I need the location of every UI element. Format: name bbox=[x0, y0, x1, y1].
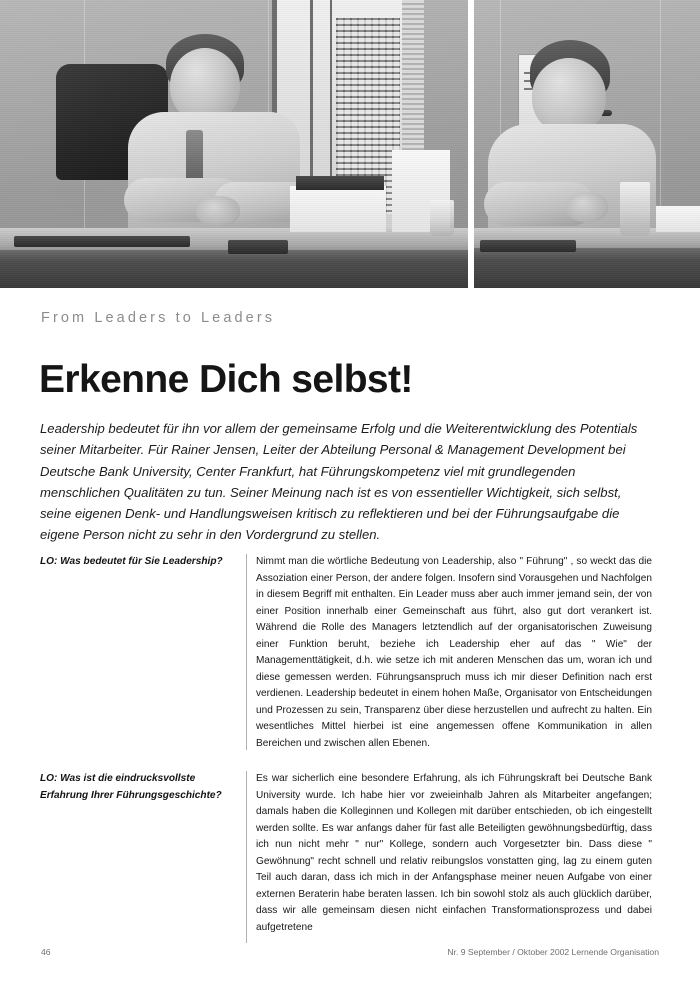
interview-question: LO: Was ist die eindrucksvollste Erfahrung Ihrer Führungsgeschichte? bbox=[40, 773, 222, 801]
column-divider bbox=[246, 771, 247, 943]
desk-front bbox=[474, 248, 700, 288]
desk-front bbox=[0, 250, 468, 288]
desk-papers bbox=[290, 186, 386, 232]
person-hand bbox=[566, 192, 608, 222]
article-kicker: From Leaders to Leaders bbox=[41, 310, 276, 326]
photo-band bbox=[0, 0, 700, 288]
desk-object bbox=[14, 236, 190, 247]
person-hand bbox=[196, 196, 240, 226]
water-glass bbox=[620, 182, 650, 236]
interview-answer: Nimmt man die wörtliche Bedeutung von Leadership, also " Führung" , so weckt das die Assoziation einer Person, der andere folgen. Insofern sind Vorausgehen und Nachfolgen in diesem Begriff mit enthalten. Ein Leader muss aber auch immer jemand sein, der von einer Position innerhalb einer Gemeinschaft aus führt, also gut dort verankert ist. Während die Rolle des Managers letztendlich auf der organisatorischen Zuweisung einer Funktion beruht, beziehe ich Leadership eher auf das " Wie" der Managementtätigkeit, d.h. wie setze ich mit anderen Menschen das um, woran ich und diese gemessen werden. Führungsanspruch muss ich mir dieser Definition nach erst verdienen. Leadership bedeutet in einem hohen Maße, Organisator von Entscheidungen und Prozessen zu sein, Transparenz über diese herzustellen und aufrecht zu halten. Ein wesentliches Mittel hierbei ist eine angemessen offene Kommunikation in allen Bereichen und zwischen allen Ebenen. bbox=[256, 556, 652, 750]
interview-answer: Es war sicherlich eine besondere Erfahrung, als ich Führungskraft bei Deutsche Bank University wurde. Ich habe hier vor zweieinhalb Jahren als Mitarbeiter angefangen; damals haben die Kolleginnen und Kollegen mit darüber entschieden, ob ich eingestellt werden sollte. Es war anfangs daher für fast alle Beteiligten gewöhnungsbedürftig, dass ich nun nicht mehr " nur" Kollege, sondern auch Vorgesetzter bin. Dass diese " Gewöhnung" recht schnell und relativ reibungslos vonstatten ging, lag zu einem guten Teil auch daran, dass ich mich in der Anfangsphase meiner neuen Aufgabe von einer externen Beraterin habe beraten lassen. Ich bin sowohl stolz als auch glücklich darüber, dass wir alle gemeinsam diesen nicht einfachen Transformationsprozess und dabei aufgetretene bbox=[256, 773, 652, 933]
keyboard bbox=[296, 176, 384, 190]
interview-question: LO: Was bedeutet für Sie Leadership? bbox=[40, 556, 223, 567]
column-divider bbox=[246, 554, 247, 750]
desk-papers bbox=[656, 206, 700, 232]
photo-right bbox=[474, 0, 700, 288]
window-blind bbox=[402, 0, 424, 150]
photo-left bbox=[0, 0, 468, 288]
issue-info: Nr. 9 September / Oktober 2002 Lernende Organisation bbox=[447, 947, 659, 957]
person-head bbox=[170, 48, 240, 122]
desk-object bbox=[480, 240, 576, 252]
water-glass bbox=[430, 200, 454, 236]
desk-object bbox=[228, 240, 288, 254]
person-head bbox=[532, 58, 606, 134]
page-title: Erkenne Dich selbst! bbox=[39, 358, 413, 402]
article-standfirst: Leadership bedeutet für ihn vor allem der gemeinsame Erfolg und die Weiterentwicklung des Potentials seiner Mitarbeiter. Für Rainer Jensen, Leiter der Abteilung Personal & Management Development bei Deutsche Bank University, Center Frankfurt, hat Führungskompetenz viel mit grundlegenden menschlichen Qualitäten zu tun. Seiner Meinung nach ist es von essentieller Wichtigkeit, sich selbst, seine eigenen Denk- und Handlungsweisen kritisch zu reflektieren und bei der Führungsaufgabe die eigene Person nicht zu sehr in den Vordergrund zu stellen. bbox=[40, 421, 638, 543]
page-number: 46 bbox=[41, 947, 51, 957]
